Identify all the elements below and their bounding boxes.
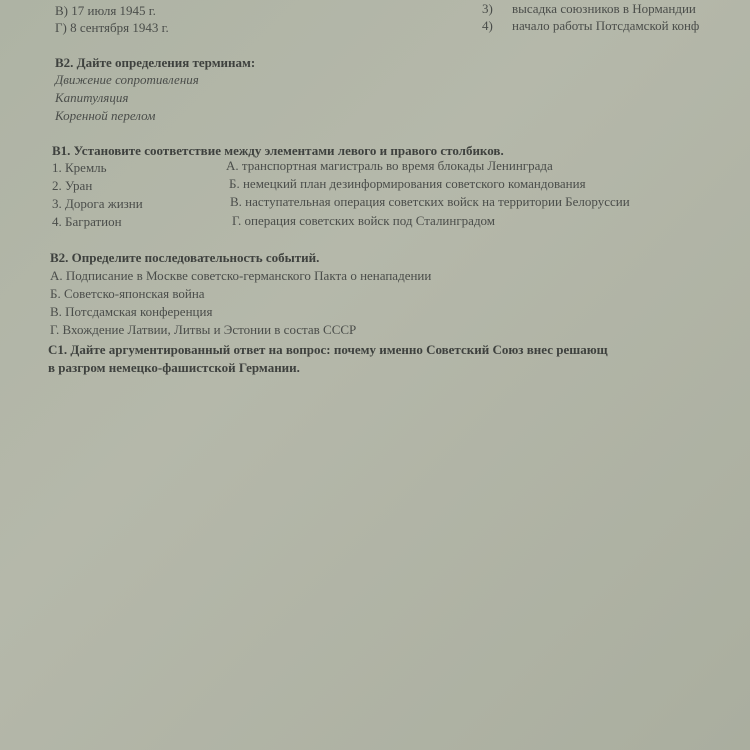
- match-right-item: В. наступательная операция советских войск на территории Белоруссии: [230, 194, 630, 209]
- sequence-item: Г. Вхождение Латвии, Литвы и Эстонии в состав СССР: [50, 322, 357, 337]
- top-right-num: 3): [482, 1, 493, 16]
- sequence-item: В. Потсдамская конференция: [50, 304, 213, 319]
- match-right-item: А. транспортная магистраль во время блокады Ленинграда: [226, 158, 553, 173]
- match-left-item: 4. Багратион: [52, 214, 122, 229]
- top-left-item-1: В) 17 июля 1945 г.: [55, 3, 156, 18]
- top-right-text: высадка союзников в Нормандии: [512, 1, 696, 16]
- top-right-text: начало работы Потсдамской конф: [512, 18, 700, 33]
- sequence-heading: В2. Определите последовательность событий.: [50, 250, 320, 265]
- term-item: Коренной перелом: [55, 108, 156, 123]
- match-right-item: Г. операция советских войск под Сталинградом: [232, 213, 496, 228]
- sequence-item: А. Подписание в Москве советско-германского Пакта о ненападении: [50, 268, 432, 283]
- c1-question-line1: С1. Дайте аргументированный ответ на вопрос: почему именно Советский Союз внес решающ: [48, 342, 608, 357]
- top-right-item-2: [482, 18, 699, 34]
- match-heading: В1. Установите соответствие между элементами левого и правого столбиков.: [52, 143, 504, 158]
- term-item: Движение сопротивления: [55, 72, 199, 87]
- top-right-num: 4): [482, 18, 493, 33]
- match-right-item: Б. немецкий план дезинформирования советского командования: [229, 176, 586, 191]
- match-left-item: 1. Кремль: [52, 160, 107, 175]
- match-left-item: 3. Дорога жизни: [52, 196, 143, 211]
- top-left-item-2: Г) 8 сентября 1943 г.: [55, 20, 169, 35]
- match-left-item: 2. Уран: [52, 178, 93, 193]
- terms-heading: В2. Дайте определения терминам:: [55, 55, 256, 70]
- sequence-item: Б. Советско-японская война: [50, 286, 205, 301]
- c1-question-line2: в разгром немецко-фашистской Германии.: [48, 360, 300, 375]
- term-item: Капитуляция: [55, 90, 129, 105]
- top-right-item-1: [482, 1, 696, 17]
